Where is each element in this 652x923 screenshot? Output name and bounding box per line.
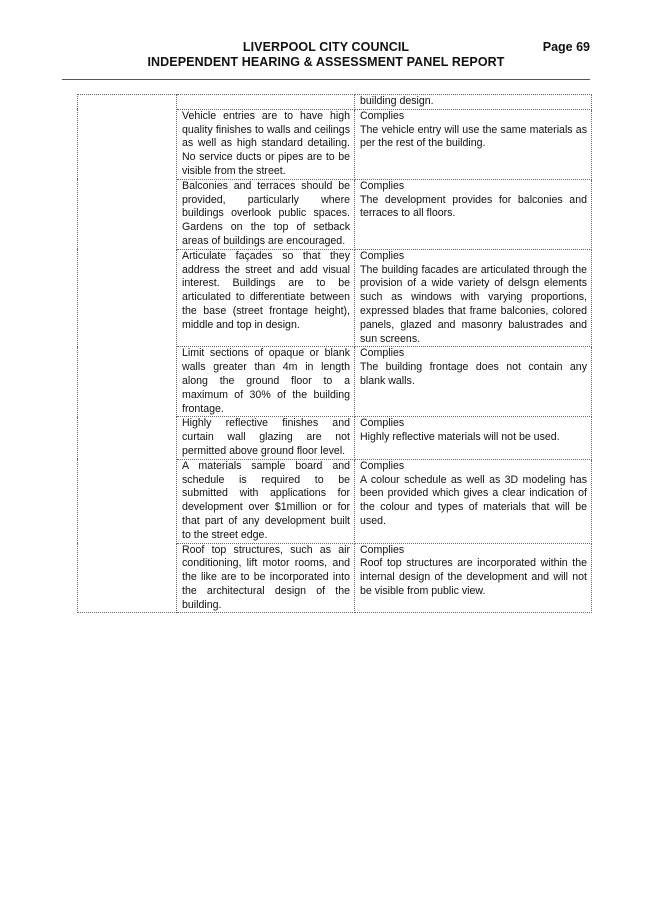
compliance-table [77,94,592,613]
compliance-comment: Highly reflective materials will not be used. [360,431,560,444]
control-cell: Roof top structures, such as air conditioning, lift motor rooms, and the like are to be incorporated into the architectural design of the building. [177,543,355,613]
compliance-status: Complies [360,179,405,192]
compliance-cell [355,417,592,459]
compliance-cell [355,543,592,613]
section-column-cell [78,95,177,613]
compliance-comment: building design. [360,95,434,107]
control-cell: Limit sections of opaque or blank walls greater than 4m in length along the ground floor to a maximum of 30% of the building frontage. [177,347,355,417]
report-title-panel: INDEPENDENT HEARING & ASSESSMENT PANEL REPORT [147,55,505,69]
compliance-status: Complies [360,249,405,262]
compliance-comment: A colour schedule as well as 3D modeling has been provided which gives a clear indication of the colour and types of materials that will be used. [360,473,587,527]
report-title-council: LIVERPOOL CITY COUNCIL [242,40,410,54]
compliance-comment: The building facades are articulated through the provision of a wide variety of delsgn elements such as windows with varying proportions, expressed blades that frame balconies, colored panels, glazed and masonry balustrades and sun screens. [360,263,587,345]
control-cell: Articulate façades so that they address the street and add visual interest. Buildings are to be articulated to differentiate between the base (street frontage height), middle and top in design. [177,249,355,347]
control-cell [177,95,355,110]
compliance-status: Complies [360,347,405,360]
page-number: Page 69 [542,40,590,54]
control-cell: Highly reflective finishes and curtain wall glazing are not permitted above ground floor level. [177,417,355,459]
compliance-comment: The development provides for balconies and terraces to all floors. [360,193,587,220]
compliance-cell [355,249,592,347]
compliance-status: Complies [360,109,405,122]
compliance-cell [355,109,592,179]
compliance-comment: The vehicle entry will use the same materials as per the rest of the building. [360,123,587,150]
compliance-cell [355,459,592,543]
compliance-comment: The building frontage does not contain any blank walls. [360,361,587,387]
table-row [78,95,592,110]
compliance-status: Complies [360,543,405,556]
compliance-cell [355,347,592,417]
compliance-cell [355,179,592,249]
compliance-status: Complies [360,459,405,472]
header-divider [62,79,590,80]
control-cell: Balconies and terraces should be provided, particularly where buildings overlook public spaces. Gardens on the top of setback areas of buildings are encouraged. [177,179,355,249]
compliance-status: Complies [360,417,405,430]
control-cell: A materials sample board and schedule is required to be submitted with applications for development over $1million or for that part of any development built to the street edge. [177,459,355,543]
compliance-cell [355,95,592,110]
compliance-comment: Roof top structures are incorporated within the internal design of the development and will not be visible from public view. [360,557,587,597]
control-cell: Vehicle entries are to have high quality finishes to walls and ceilings as well as high standard detailing. No service ducts or pipes are to be visible from the street. [177,109,355,179]
